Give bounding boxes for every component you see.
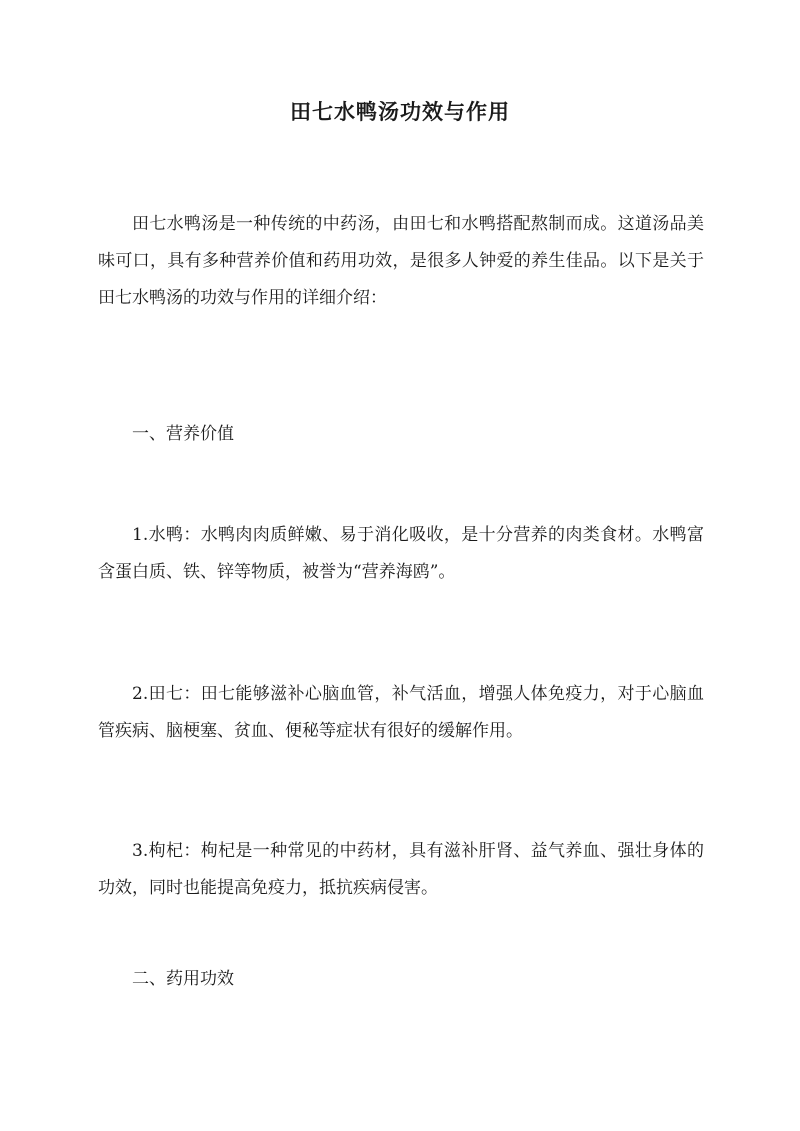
section-heading-medicinal: 二、药用功效 bbox=[132, 969, 234, 989]
list-item-water-duck: 1.水鸭：水鸭肉肉质鲜嫩、易于消化吸收，是十分营养的肉类食材。水鸭富含蛋白质、铁、锌等物质，被誉为“营养海鸥”。 bbox=[98, 525, 704, 582]
intro-paragraph: 田七水鸭汤是一种传统的中药汤，由田七和水鸭搭配熬制而成。这道汤品美味可口，具有多种营养价值和药用功效，是很多人钟爱的养生佳品。以下是关于田七水鸭汤的功效与作用的详细介绍： bbox=[98, 214, 704, 308]
section-heading-nutrition: 一、营养价值 bbox=[132, 424, 234, 444]
document-title: 田七水鸭汤功效与作用 bbox=[290, 99, 510, 124]
list-item-goji: 3.枸杞：枸杞是一种常见的中药材，具有滋补肝肾、益气养血、强壮身体的功效，同时也能提高免疫力，抵抗疾病侵害。 bbox=[98, 841, 704, 898]
list-item-tianqi: 2.田七：田七能够滋补心脑血管，补气活血，增强人体免疫力，对于心脑血管疾病、脑梗塞、贫血、便秘等症状有很好的缓解作用。 bbox=[98, 684, 704, 741]
